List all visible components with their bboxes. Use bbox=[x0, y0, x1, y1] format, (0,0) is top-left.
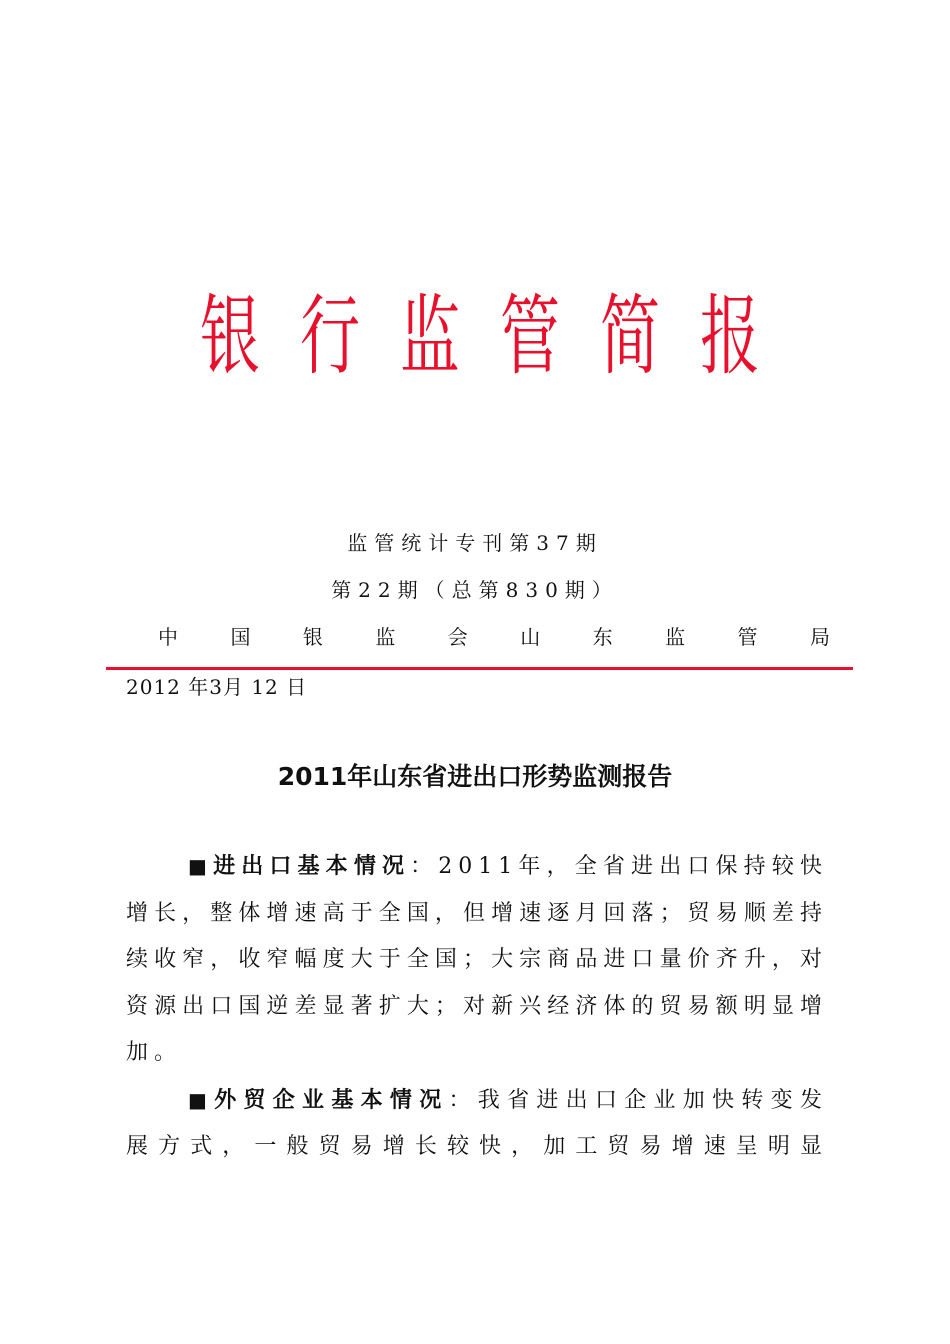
masthead-title bbox=[200, 282, 760, 392]
report-title: 2011年山东省进出口形势监测报告 bbox=[277, 762, 673, 791]
masthead-char: 银 bbox=[200, 286, 260, 388]
masthead-char: 行 bbox=[300, 286, 360, 388]
publish-date: 2012 年3月 12 日 bbox=[126, 675, 308, 699]
special-issue-number: 监管统计专刊第37期 bbox=[347, 531, 603, 555]
org-char: 监 bbox=[665, 625, 686, 649]
org-char: 国 bbox=[230, 625, 251, 649]
masthead-char: 简 bbox=[600, 286, 660, 388]
paragraph-trade-enterprises bbox=[126, 1077, 828, 1171]
org-char: 中 bbox=[158, 625, 178, 649]
square-bullet-icon: ■ bbox=[188, 854, 208, 878]
square-bullet-icon: ■ bbox=[188, 1087, 209, 1112]
issuing-organization bbox=[158, 621, 830, 650]
org-char: 监 bbox=[375, 625, 396, 649]
report-body bbox=[126, 843, 828, 1171]
org-char: 东 bbox=[592, 625, 613, 649]
masthead-char: 监 bbox=[400, 286, 460, 388]
org-char: 山 bbox=[520, 625, 541, 649]
masthead-char: 报 bbox=[700, 286, 760, 388]
masthead-char: 管 bbox=[500, 286, 560, 388]
paragraph-lead: 外贸企业基本情况 bbox=[214, 1087, 449, 1113]
org-char: 银 bbox=[302, 625, 323, 649]
org-char: 管 bbox=[737, 625, 758, 649]
paragraph-lead: 进出口基本情况 bbox=[213, 854, 411, 879]
paragraph-import-export-overview bbox=[126, 843, 828, 1077]
paragraph-text: ：我省进出口企业加快转变发展方式，一般贸易增长较快，加工贸易增速呈明显 bbox=[126, 1087, 828, 1159]
paragraph-text: ：2011年，全省进出口保持较快增长，整体增速高于全国，但增速逐月回落；贸易顺差持续收窄，收窄幅度大于全国；大宗商品进口量价齐升，对资源出口国逆差显著扩大；对新兴经济体的贸易额明显增加。 bbox=[126, 854, 828, 1065]
red-divider-line bbox=[106, 667, 853, 670]
issue-number: 第22期（总第830期） bbox=[331, 578, 619, 602]
org-char: 局 bbox=[809, 625, 830, 649]
org-char: 会 bbox=[447, 625, 468, 649]
